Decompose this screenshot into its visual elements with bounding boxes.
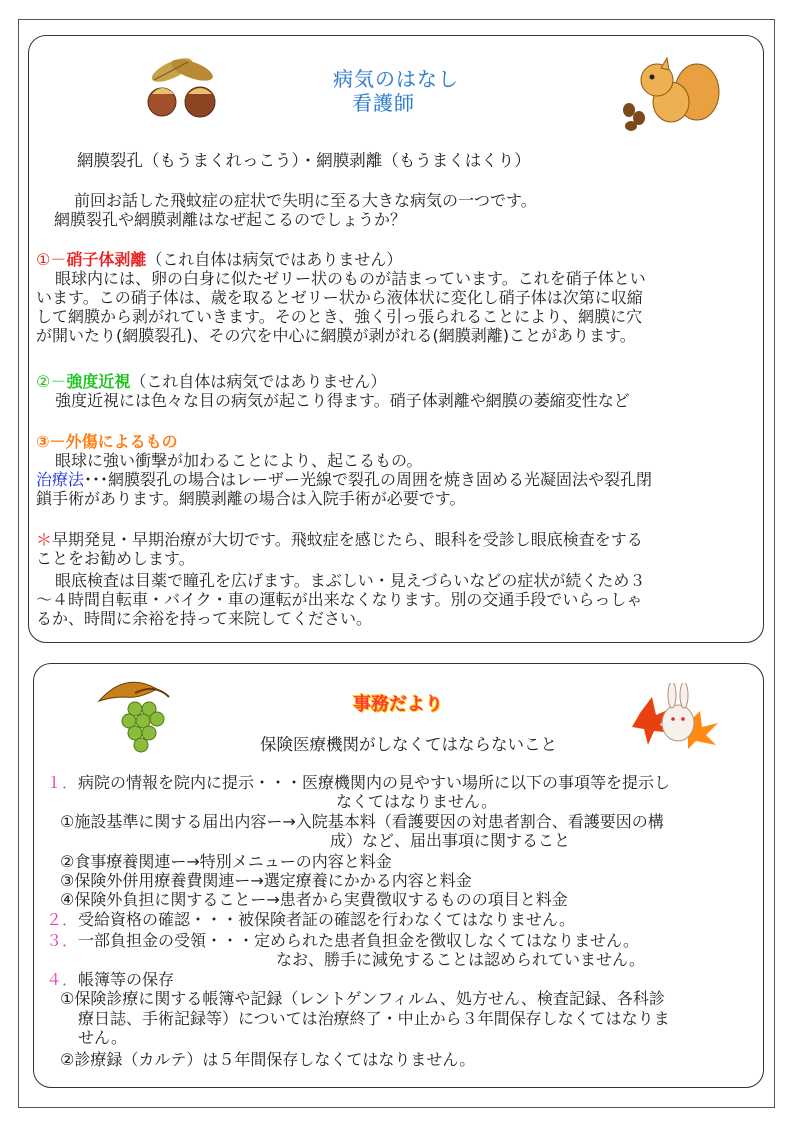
note-line: ことをお勧めします。 [36,549,195,568]
illness-title: 病気のはなし [333,67,459,91]
cause1-marker: ①－ [36,250,67,269]
chestnut-leaves [149,53,216,86]
cause1-line: います。この硝子体は、歳を取るとゼリー状から液体状に変化し硝子体は次第に収縮 [36,288,643,307]
sub-item: ④保険外負担に関することー→患者から実費徴収するものの項目と料金 [60,890,568,909]
cause1-line: が開いたり(網膜裂孔)、その穴を中心に網膜が剥がれる(網膜剥離)ことがあります。 [36,326,636,345]
cause2-heading [36,373,386,392]
item-1-cont: なくてはなりません。 [336,792,497,811]
cause3-heading [36,433,178,452]
cause1-title: 硝子体剥離 [66,250,147,269]
sub-item-cont: せん。 [78,1028,127,1047]
cause2-title: 強度近視 [66,372,131,391]
cause1-heading [36,251,402,270]
grapes-icon [95,675,175,753]
sub-item: ②食事療養関連ー→特別メニューの内容と料金 [60,852,392,871]
item-number: ４． [46,970,79,989]
item-number: ３． [46,931,79,950]
asterisk-icon: ＊ [36,530,53,549]
item-3 [46,932,639,951]
office-title: 事務だより [353,694,443,715]
item-text: 受給資格の確認・・・被保険者証の確認を行わなくてはなりません。 [78,910,575,929]
treatment-label: 治療法 [36,470,85,489]
illness-heading: 網膜裂孔（もうまくれっこう）・網膜剥離（もうまくはくり） [77,151,531,170]
note-line: るか、時間に余裕を持って来院してください。 [36,609,373,628]
note-line [36,531,643,550]
note-text: 早期発見・早期治療が大切です。飛蚊症を感じたら、眼科を受診し眼底検査をする [52,530,643,549]
squirrel-icon [615,52,725,132]
cause2-note: （これ自体は病気ではありません） [130,372,387,391]
item-3-cont: なお、勝手に減免することは認められていません。 [276,950,645,969]
item-1 [46,774,670,793]
item-4 [46,971,174,990]
intro-line-1: 前回お話した飛蚊症の症状で失明に至る大きな病気の一つです。 [74,191,537,210]
item-number: ２． [46,910,79,929]
sub-item-cont: 成）など、届出事項に関すること [330,831,571,850]
sub-item: ①施設基準に関する届出内容ー→入院基本料（看護要因の対患者割合、看護要因の構 [60,812,664,831]
cause3-title: 外傷によるもの [65,432,178,451]
cause3-line: 眼球に強い衝撃が加わることにより、起こるもの。 [55,451,423,470]
cause3-marker: ③－ [36,432,66,451]
note-line: ～４時間自転車・バイク・車の運転が出来なくなります。別の交通手段でいらっしゃ [36,590,643,609]
item-text: 病院の情報を院内に提示・・・医療機関内の見やすい場所に以下の事項等を提示し [78,773,671,792]
treatment-text: ･･･網膜裂孔の場合はレーザー光線で裂孔の周囲を焼き固める光凝固法や裂孔閉 [84,470,653,489]
office-heading: 保険医療機関がしなくてはならないこと [260,735,557,754]
chestnut-icon [140,52,225,127]
cause1-line: 眼球内には、卵の白身に似たゼリー状のものが詰まっています。これを硝子体とい [55,269,646,288]
item-2 [46,911,575,930]
sub-item: ③保険外併用療養費関連ー→選定療養にかかる内容と料金 [60,871,472,890]
sub-item-cont: 療日誌、手術記録等）については治療終了・中止から３年間保存しなくてはなりま [78,1009,670,1028]
sub-item: ①保険診療に関する帳簿や記録（レントゲンフィルム、処方せん、検査記録、各科診 [60,989,665,1008]
treatment-line-1 [36,471,652,490]
cause1-note: （これ自体は病気ではありません） [146,250,403,269]
cause2-line: 強度近視には色々な目の病気が起こり得ます。硝子体剥離や網膜の萎縮変性など [55,391,630,410]
item-text: 帳簿等の保存 [78,970,175,989]
note-line: 眼底検査は目薬で瞳孔を広げます。まぶしい・見えづらいなどの症状が続くため３ [55,571,646,590]
rabbit-leaves-icon [630,683,725,751]
item-text: 一部負担金の受領・・・定められた患者負担金を徴収しなくてはなりません。 [78,931,639,950]
cause2-marker: ②－ [36,372,67,391]
cause1-line: して網膜から剥がれていきます。そのとき、強く引っ張られることにより、網膜に穴 [36,307,643,326]
illness-subtitle: 看護師 [352,91,415,115]
item-number: １． [46,773,79,792]
treatment-line-2: 鎖手術があります。網膜剥離の場合は入院手術が必要です。 [36,489,466,508]
sub-item: ②診療録（カルテ）は５年間保存しなくてはなりません。 [60,1050,476,1069]
intro-line-2: 網膜裂孔や網膜剥離はなぜ起こるのでしょうか？ [54,210,407,229]
